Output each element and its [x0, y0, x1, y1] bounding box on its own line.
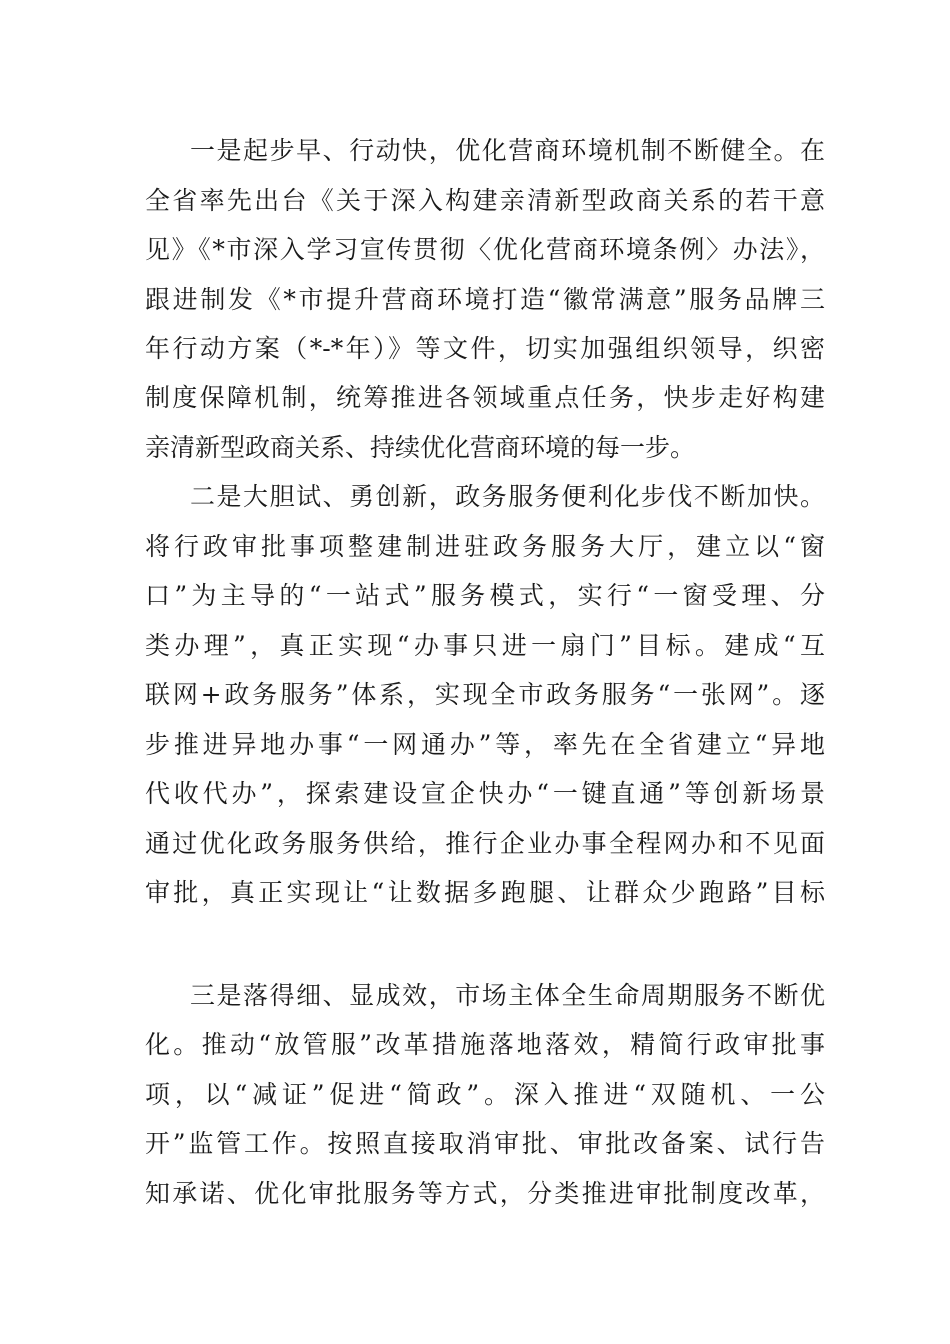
paragraph-3-line-2: 化。推动“放管服”改革措施落地落效，精简行政审批事 [145, 1030, 825, 1059]
paragraph-2-line-7: 代收代办”，探索建设宣企快办“一键直通”等创新场景 [145, 779, 825, 808]
paragraph-2-line-4: 类办理”，真正实现“办事只进一扇门”目标。建成“互 [145, 631, 825, 660]
paragraph-1-line-7: 亲清新型政商关系、持续优化营商环境的每一步。 [145, 433, 696, 462]
paragraph-2-line-1: 二是大胆试、勇创新，政务服务便利化步伐不断加快。 [190, 482, 825, 511]
paragraph-2-line-6: 步推进异地办事“一网通办”等，率先在全省建立“异地 [145, 730, 825, 759]
paragraph-1-line-2: 全省率先出台《关于深入构建亲清新型政商关系的若干意 [145, 186, 825, 215]
paragraph-2-line-3: 口”为主导的“一站式”服务模式，实行“一窗受理、分 [145, 581, 825, 610]
paragraph-1-line-3: 见》《*市深入学习宣传贯彻〈优化营商环境条例〉办法》， [145, 235, 825, 264]
paragraph-2-line-2: 将行政审批事项整建制进驻政务服务大厅，建立以“窗 [145, 532, 825, 561]
paragraph-1-line-6: 制度保障机制，统筹推进各领域重点任务，快步走好构建 [145, 383, 825, 412]
paragraph-2-line-5: 联网+政务服务”体系，实现全市政务服务“一张网”。逐 [145, 680, 825, 709]
paragraph-3-line-3: 项，以“减证”促进“简政”。深入推进“双随机、一公 [145, 1080, 825, 1109]
paragraph-1-line-4: 跟进制发《*市提升营商环境打造“徽常满意”服务品牌三 [145, 285, 825, 314]
paragraph-3-line-4: 开”监管工作。按照直接取消审批、审批改备案、试行告 [145, 1129, 825, 1158]
paragraph-2-line-8: 通过优化政务服务供给，推行企业办事全程网办和不见面 [145, 829, 825, 858]
paragraph-2-line-9: 审批，真正实现让“让数据多跑腿、让群众少跑路”目标 [145, 878, 825, 907]
paragraph-3-line-1: 三是落得细、显成效，市场主体全生命周期服务不断优 [190, 981, 825, 1010]
paragraph-3-line-5: 知承诺、优化审批服务等方式，分类推进审批制度改革， [145, 1179, 825, 1208]
paragraph-1-line-5: 年行动方案（*-*年）》等文件，切实加强组织领导，织密 [145, 334, 825, 363]
paragraph-1-line-1: 一是起步早、行动快，优化营商环境机制不断健全。在 [190, 136, 825, 165]
